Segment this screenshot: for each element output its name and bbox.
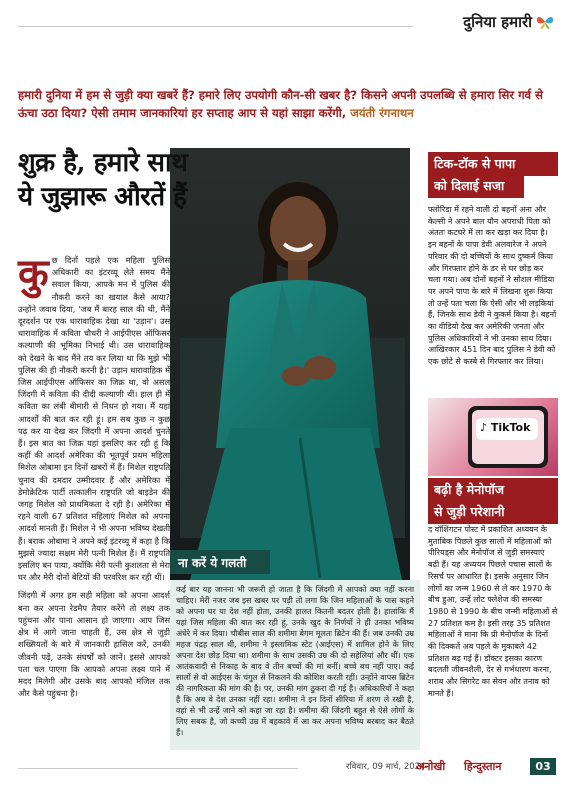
article-body xyxy=(18,250,170,705)
tiktok-logo-text: TikTok xyxy=(490,421,531,434)
page-number: 03 xyxy=(530,758,556,775)
tiktok-tag-line-2: को दिलाई सजा xyxy=(428,174,524,198)
section-title: दुनिया हमारी xyxy=(463,13,532,31)
brand-hindustan: हिन्दुस्तान xyxy=(464,760,502,773)
drop-cap: कु xyxy=(18,250,49,297)
article-paragraph-1-text: छ दिनों पहले एक महिला पुलिस अधिकारी का इंटरव्यू लेते समय मैंने सवाल किया, आपके मन में पुलिस की नौकरी करने का खयाल कैसे आया? उन्होंने जवाब दिया, 'जब मैं बारह साल की थी, मैंने दूरदर्शन पर एक धारावाहिक देखा था 'उड़ान'। उस धारावाहिक में कविता चौधरी ने आईपीएस ऑफिसर कल्याणी की भूमिका निभाई थी। उस धारावाहिक को देखने के बाद मैंने तय कर लिया था कि मुझे भी पुलिस की ही नौकरी करनी है।' उड़ान धारावाहिक में जिस आईपीएस ऑफिसर का जिक्र था, वो असल जिंदगी में कविता की दीदी कल्याणी थीं। हाल ही में कविता का लंबी बीमारी से निधन हो गया। मैं यहां आदर्शों की बात कर रही हूं। हम सब कुछ न कुछ पढ़ कर या देख कर जिंदगी में अपना आदर्श चुनते हैं। इस बात का जिक्र यहां इसलिए कर रही हूं कि कहीं की आदर्श अमेरिका की भूतपूर्व प्रथम महिला मिशेल ओबामा इन दिनों खबरों में हैं। मिशेल राष्ट्रपति चुनाव की दमदार उम्मीदवार हैं और अमेरिका में डेमोक्रेटिक पार्टी तत्कालीन राष्ट्रपति जो बाइडेन की जगह मिशेल को प्राथमिकता दे रही है। अमेरिका में रहने वाली 67 प्रतिशत महिलाएं मिशेल को अपना आदर्श मानती हैं। मिशेल ने भी अपना भविष्य देखती हैं। बराक ओबामा ने अपने कई इंटरव्यू में कहा है कि मुझसे ज्यादा सक्षम मेरी पत्नी मिशेल हैं। मैं राष्ट्रपति इसलिए बन पाया, क्योंकि मेरी पत्नी कुशलता से मेरा घर और मेरी दोनों बेटियों की परवरिश कर रही थीं। xyxy=(18,255,170,583)
footer-rule xyxy=(18,768,298,769)
intro-text: हमारी दुनिया में हम से जुड़ी क्या खबरें हैं? हमारे लिए उपयोगी कौन-सी खबर है? किसने अपनी उपलब्धि से हमारा सिर गर्व से ऊंचा उठा दिया? ऐसी तमाम जानकारियां हर सप्ताह आप से यहां साझा करेंगी, xyxy=(18,88,544,120)
menopause-story-text: द वॉशिंगटन पोस्ट में प्रकाशित अध्ययन के मुताबिक पिछले कुछ सालों में महिलाओं को पीरियड्स और मेनोपॉज से जुड़ी समस्याएं बढ़ी हैं। यह अध्ययन पिछले पचास सालों के रिसर्च पर आधारित है। इसके अनुसार जिन लोगों का जन्म 1960 से ले कर 1970 के बीच हुआ, उन्हें लोट फ्लेशेज की समस्या 1980 से 1990 के बीच जन्मी महिलाओं से 27 प्रतिशत कम है। इसी तरह 35 प्रतिशत महिलाओं ने माना कि प्री मेनोपॉज के दिनों की दिक्कतें अब पहले के मुकाबले 42 प्रतिशत बढ़ गई हैं। डॉक्टर इसका कारण बदलती जीवनशैली, देर से गर्भधारण करना, शराब और सिगरेट का सेवन और तनाव को मानते हैं। xyxy=(428,525,558,698)
tiktok-image xyxy=(428,398,558,476)
headline-line-2: ये जुझारू औरतें हैं xyxy=(18,182,187,212)
galti-box-text: कई बार यह जानना भी जरूरी हो जाता है कि जिंदगी में आपको क्या नहीं करना चाहिए। मेरी नजर जब इस खबर पर पड़ी तो लगा कि जिन महिलाओं के पास कहने को अपना घर या देश नहीं होता, उनकी हालत कितनी बदतर होती है। हालांकि मैं यहां जिस महिला की बात कर रही हूं, उनके खुद के निर्णयों ने ही उनका भविष्य अंधेरे में कर दिया। चौबीस साल की शमीमा बेगम मूलतः ब्रिटेन की हैं। जब उनकी उम्र महज पंद्रह साल थी, शमीमा ने इस्लामिक स्टेट (आईएस) में शामिल होने के लिए अपना देश छोड़ दिया था। शमीमा के साथ उसकी उम्र की दो सहेलियां और थीं। एक आतंकवादी से निकाह के बाद वे तीन बच्चों की मां बनीं। बच्चे बच नहीं पाए। कई सालों से वो आईएस के चंगुल से निकलने की कोशिश करती रहीं। उन्होंने वापस ब्रिटेन की नागरिकता की मांग की है। पर, उनकी मांग ठुकरा दी गई है। अधिकारियों ने कहा है कि अब वे देश उनका नहीं रहा। शमीमा ने इन दिनों सीरिया में शरण ले रखी है, वहां से भी उन्हें जाने को कहा जा रहा है। शमीमा की जिंदगी बहुत से ऐसे लोगों के लिए सबक है, जो कच्ची उम्र में बहकावे में आ कर अपना भविष्य बरबाद कर बैठते हैं। xyxy=(170,580,420,750)
tiktok-note-icon: ♪ xyxy=(480,421,488,434)
article-paragraph-1 xyxy=(18,250,170,583)
intro-banner xyxy=(18,86,558,122)
tiktok-tag-line-1: टिक-टॉक से पापा xyxy=(428,152,558,176)
tiktok-logo xyxy=(476,418,538,440)
tiktok-story-text: फ्लोरिडा में रहने वाली दो बहनों अना और केल्सी ने अपने बाल यौन अपराधी पिता को अंततः कटघरे में ला कर खड़ा कर दिया है। इन बहनों के पापा डेवी अलवारेज ने अपने परिवार की दो बच्चियों के साथ दुष्कर्म किया और गिरफ्तार होने के डर से घर छोड़ कर चला गया। अब दोनों बहनों ने सोशल मीडिया पर अपने पापा के बारे में लिखना शुरू किया तो उन्हें पता चला कि ऐसी और भी लड़कियां हैं, जिनके साथ डेवी ने कुकर्म किया है। बहनों का वीडियो देख कर अमेरिकी जनता और पुलिस अधिकारियों ने भी उनका साथ दिया। आखिरकार 451 दिन बाद पुलिस ने डेवी को एक छोटे से कस्बे से गिरफ्तार कर लिया। xyxy=(428,205,557,367)
headline-line-1: शुक्र है, हमारे साथ xyxy=(18,148,188,178)
author-name: जयंती रंगनाथन xyxy=(350,106,414,120)
header-rule xyxy=(18,26,413,27)
brand-anokhi: अनोखी xyxy=(416,760,446,773)
article-paragraph-2: जिंदगी में अगर हम सही महिला को अपना आदर्श बना कर अपना रेडमैप तैयार करेंगे तो लक्ष्य तक पहुंचना और पाना आसान हो जाएगा। आप जिस क्षेत्र में आगे जाना चाहती हैं, उस क्षेत्र से जुड़ी शख्सियतों के बारे में जानकारी हासिल करें, उनकी जीवनी पढ़ें, उनके संघर्षों को जानें। इससे आपको पता चल पाएगा कि आपको अपना लक्ष्य पाने में मदद मिलेगी और उसके बाद आपको मंजिल तक और कैसे पहुंचना है। xyxy=(18,590,170,699)
section-header xyxy=(0,8,576,40)
issue-date: रविवार, 09 मार्च, 2024 xyxy=(346,762,426,772)
page-footer xyxy=(0,758,576,780)
headline xyxy=(18,146,250,214)
menopause-tag-line-1: बढ़ी है मेनोपॉज xyxy=(428,478,558,502)
menopause-tag-line-2: से जुड़ी परेशानी xyxy=(428,500,558,524)
galti-box-title: ना करें ये गलती xyxy=(170,550,270,574)
butterfly-icon xyxy=(536,14,554,30)
